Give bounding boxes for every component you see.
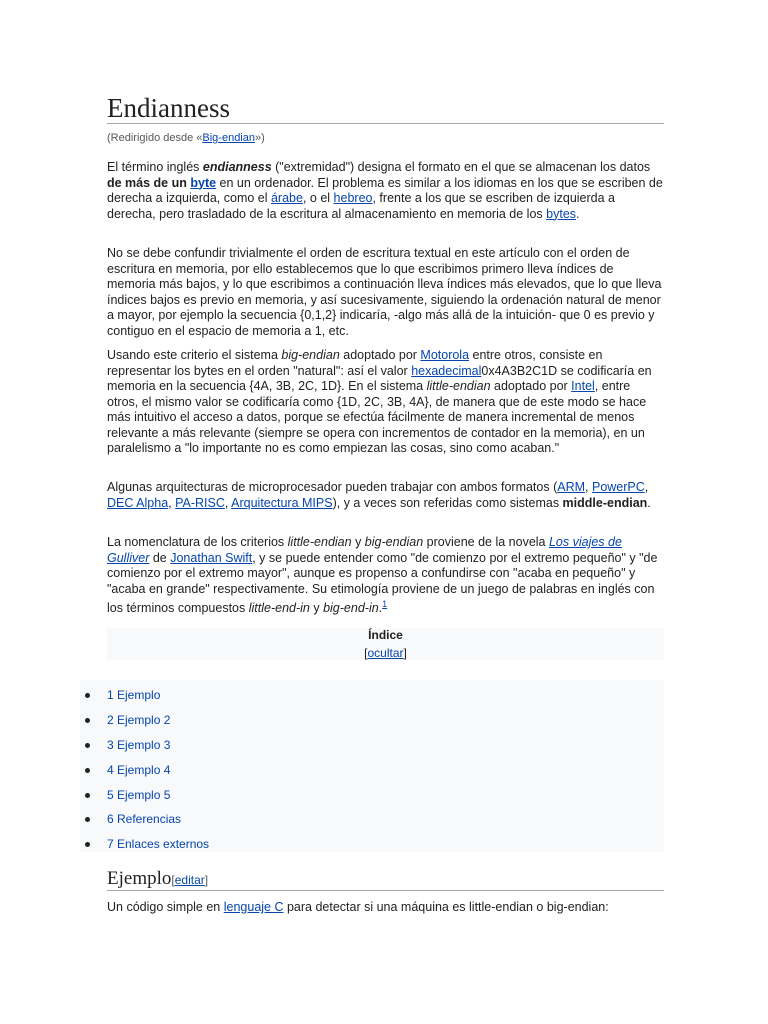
text: El término inglés: [107, 160, 203, 174]
text: Un código simple en: [107, 900, 224, 914]
link-lenguaje-c[interactable]: lenguaje C: [223, 900, 284, 914]
edit-link[interactable]: editar: [174, 873, 205, 887]
bracket: ]: [204, 873, 209, 887]
text: 0x4A3B2C1D se codificaría en memoria en la secuencia {4A, 3B, 2C, 1D}. En el sistema: [107, 363, 652, 393]
paragraph-intro: [107, 160, 664, 222]
bullet-icon: [85, 842, 90, 847]
text-bold: de más de un: [107, 175, 191, 190]
toc-list: [80, 680, 664, 852]
toc-link[interactable]: 1 Ejemplo: [107, 688, 161, 702]
text: adoptado por: [339, 348, 421, 362]
toc-link[interactable]: 5 Ejemplo 5: [107, 788, 171, 802]
link-hebreo[interactable]: hebreo: [333, 191, 373, 205]
redirect-prefix: (Redirigido desde «: [107, 132, 203, 144]
link-dec-alpha[interactable]: DEC Alpha: [107, 495, 169, 510]
toc-link[interactable]: 2 Ejemplo 2: [107, 713, 171, 727]
toc-link[interactable]: 6 Referencias: [107, 812, 182, 826]
toc-hide-link[interactable]: ocultar: [367, 646, 404, 660]
term-big-end-in: big-end-in: [323, 601, 379, 616]
section-title: Ejemplo: [107, 868, 172, 889]
text: adoptado por: [490, 379, 572, 393]
toc-link[interactable]: 4 Ejemplo 4: [107, 763, 171, 777]
text: .: [378, 601, 383, 616]
link-jonathan-swift[interactable]: Jonathan Swift: [170, 550, 253, 565]
link-intel[interactable]: Intel: [571, 379, 595, 393]
text: Algunas arquitecturas de microprocesador pueden trabajar con ambos formatos (: [107, 480, 558, 494]
text: .: [576, 206, 580, 221]
text: de: [149, 550, 171, 565]
bracket: [: [171, 873, 175, 887]
text: .: [647, 495, 651, 510]
link-arm[interactable]: ARM: [557, 480, 586, 494]
link-pa-risc[interactable]: PA-RISC: [175, 495, 225, 510]
link-hexadecimal[interactable]: hexadecimal: [411, 363, 482, 378]
text: , entre otros, el mismo valor se codificaría como {1D, 2C, 3B, 4A}, de manera que de este modo se hace más intuitivo el acceso a datos, porque se efectúa fácilmente de manera incremental de menos relevante a más relevante (siempre se opera con incrementos de contador en la memoria), en un paralelismo a "lo importante no es como empiezan las cosas, sino como acaban.": [107, 379, 647, 455]
term-middle-endian: middle-endian: [562, 495, 648, 510]
text: y: [351, 535, 365, 549]
redirect-suffix: »): [254, 132, 265, 144]
bullet-icon: [85, 743, 90, 748]
text: , frente a los que se escriben de izquierda a derecha, pero trasladado de la escritura al almacenamiento en memoria de los: [107, 191, 615, 221]
link-powerpc[interactable]: PowerPC: [591, 480, 645, 494]
text: ), y a veces son referidas como sistemas: [332, 495, 563, 510]
text: ,: [644, 480, 649, 494]
text: , o el: [302, 191, 334, 205]
text: ("extremidad") designa el formato en el que se almacenan los datos: [271, 160, 651, 174]
paragraph-code-intro: [107, 900, 664, 916]
text: proviene de la novela: [423, 535, 549, 549]
toc-link[interactable]: 7 Enlaces externos: [107, 837, 210, 851]
text: y: [309, 601, 324, 616]
text: en un ordenador. El problema es similar a los idiomas en los que se escriben de derecha a izquierda, como el: [107, 175, 663, 205]
toc-link[interactable]: 3 Ejemplo 3: [107, 738, 171, 752]
link-motorola[interactable]: Motorola: [420, 348, 470, 362]
text: ,: [168, 495, 176, 510]
bullet-icon: [85, 817, 90, 822]
term-big-endian: big-endian: [364, 535, 424, 549]
bullet-icon: [85, 693, 90, 698]
redirect-link[interactable]: Big-endian: [202, 132, 255, 144]
link-byte[interactable]: byte: [190, 175, 217, 190]
bullet-icon: [85, 793, 90, 798]
paragraph-order: No se debe confundir trivialmente el orden de escritura textual en este artículo con el orden de escritura en memoria, por ello establecemos que lo que escribimos primero lleva índices de memoria más bajos, y lo que escribimos a continuación lleva índices más elevados, que lo que lleva índices bajos es previo en memoria, y así sucesivamente, siguiendo la ordenación natural de menor a mayor, por ejemplo la secuencia {0,1,2} indicaría, -algo más allá de la intuición- que 0 es previo y contiguo en el espacio de memoria a 1, etc.: [107, 246, 662, 338]
text: Usando este criterio el sistema: [107, 348, 282, 362]
bracket: ]: [403, 646, 407, 660]
term-big-endian: big-endian: [281, 348, 340, 362]
toc-header: [107, 628, 664, 660]
text: ,: [224, 495, 232, 510]
bullet-icon: [85, 718, 90, 723]
text: ,: [585, 480, 592, 494]
toc-title: Índice: [368, 628, 403, 642]
term-little-endian: little-endian: [426, 379, 491, 393]
bullet-icon: [85, 768, 90, 773]
section-heading-ejemplo: [107, 868, 664, 891]
paragraph-criterion: [107, 348, 664, 457]
link-arabe[interactable]: árabe: [270, 191, 303, 205]
link-bytes[interactable]: bytes: [546, 206, 577, 221]
paragraph-nomenclature: [107, 535, 664, 617]
text: entre otros, consiste en representar los bytes en el orden "natural": así el valor: [107, 348, 603, 378]
page-title: Endianness: [107, 92, 664, 124]
toc-toggle: [107, 646, 664, 660]
text: para detectar si una máquina es little-endian o big-endian:: [283, 900, 609, 914]
redirect-note: [107, 132, 265, 144]
edit-section: [171, 873, 208, 887]
paragraph-architectures: [107, 480, 664, 511]
link-mips[interactable]: Arquitectura MIPS: [231, 495, 333, 510]
text: La nomenclatura de los criterios: [107, 535, 288, 549]
term-endianness: endianness: [202, 160, 272, 174]
bracket: [: [364, 646, 368, 660]
link-gulliver[interactable]: Los viajes de Gulliver: [107, 535, 622, 565]
reference-link[interactable]: 1: [382, 599, 388, 609]
term-little-end-in: little-end-in: [248, 601, 310, 616]
term-little-endian: little-endian: [287, 535, 352, 549]
text: , y se puede entender como "de comienzo por el extremo pequeño" y "de comienzo por el extremo mayor", aunque es propenso a confundirse con "acaba en pequeño" y "acaba en grande" respectivamente. Su etimología proviene de un juego de palabras en inglés con los términos compuestos: [107, 550, 658, 616]
